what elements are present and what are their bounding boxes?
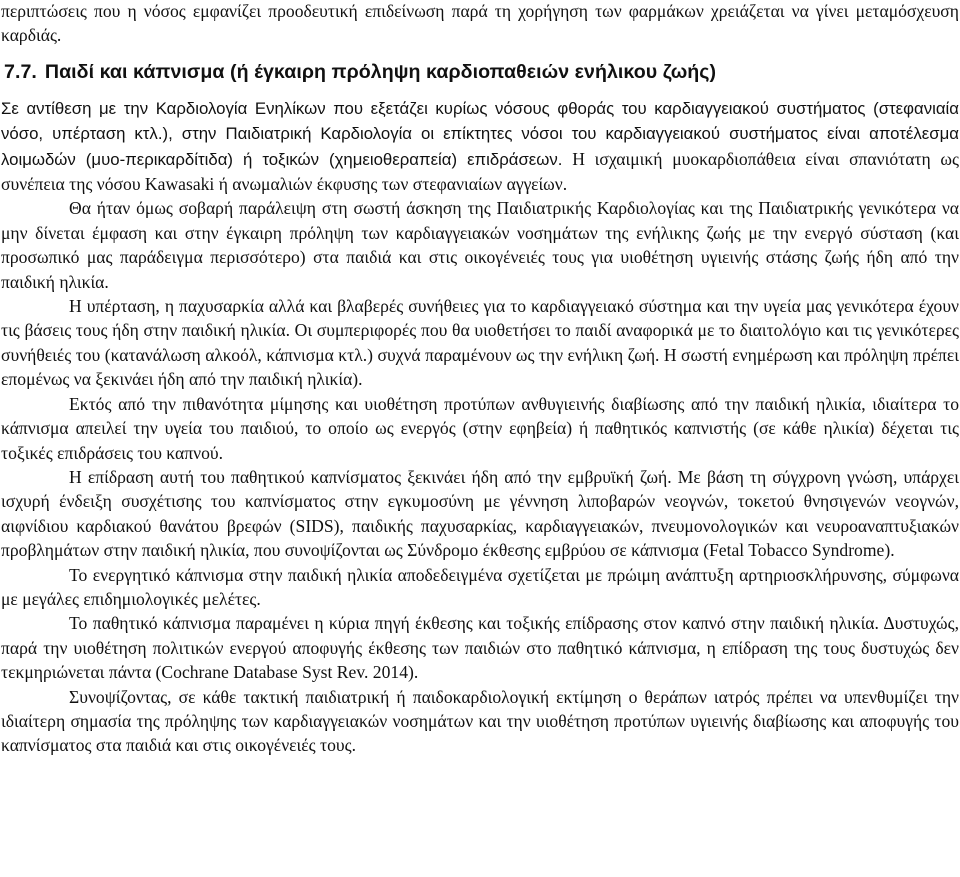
paragraph-3: Η υπέρταση, η παχυσαρκία αλλά και βλαβερές συνήθειες για το καρδιαγγειακό σύστημα και την υγεία μας γενικότερα έχουν τις βάσεις τους ήδη στην παιδική ηλικία. Οι συμπεριφορές που θα υιοθετήσει το παιδί αναφορικά με το διαιτολόγιο και τις γενικότερες συνήθειές του (κατανάλωση αλκοόλ, κάπνισμα κτλ.) συχνά παραμένουν ως την ενήλικη ζωή. Η σωστή ενημέρωση και πρόληψη πρέπει επομένως να ξεκινάει ήδη από την παιδική ηλικία). [1,296,959,390]
paragraph-5: Η επίδραση αυτή του παθητικού καπνίσματος ξεκινάει ήδη από την εμβρυϊκή ζωή. Με βάση τη σύγχρονη γνώση, υπάρχει ισχυρή ένδειξη συσχέτισης του καπνίσματος στην εγκυμοσύνη με γέννηση λιποβαρών νεογνών, τοκετού θνησιγενών νεογνών, αιφνίδιου καρδιακού θανάτου βρεφών (SIDS), παιδικής παχυσαρκίας, καρδιαγγειακών, πνευμονολογικών και νευροαναπτυξιακών προβλημάτων στην παιδική ηλικία, που συνοψίζονται ως Σύνδρομο έκθεσης εμβρύου σε κάπνισμα (Fetal Tobacco Syndrome). [1,466,959,561]
paragraph-6: Το ενεργητικό κάπνισμα στην παιδική ηλικία αποδεδειγμένα σχετίζεται με πρώιμη ανάπτυξη αρτηριοσκλήρυνσης, σύμφωνα με μεγάλες επιδημιολογικές μελέτες. [1,564,959,609]
intro-paragraph: περιπτώσεις που η νόσος εμφανίζει προοδευτική επιδείνωση παρά τη χορήγηση των φαρμάκων χρειάζεται να γίνει μεταμόσχευση καρδιάς. [1,1,959,46]
paragraph-8: Συνοψίζοντας, σε κάθε τακτική παιδιατρική ή παιδοκαρδιολογική εκτίμηση ο θεράπων ιατρός πρέπει να υπενθυμίζει την ιδιαίτερη σημασία της πρόληψης των καρδιαγγειακών νοσημάτων και την υιοθέτηση προτύπων υγιεινής διαβίωσης και αποφυγής του καπνίσματος στα παιδιά και στις οικογένειές τους. [1,686,959,756]
paragraph-2: Θα ήταν όμως σοβαρή παράλειψη στη σωστή άσκηση της Παιδιατρικής Καρδιολογίας και της Παιδιατρικής γενικότερα να μην δίνεται έμφαση και στην έγκαιρη πρόληψη των καρδιαγγειακών νοσημάτων της ενήλικης ζωής με την ενεργό σύσταση (και προσωπικό μας παράδειγμα περισσότερο) στα παιδιά και στις οικογένειές τους για υιοθέτηση υγιεινής στάσης ζωής ήδη από την παιδική ηλικία. [1,198,959,292]
paragraph-1-serif-text: Η ισχαιμική μυοκαρδιοπάθεια είναι σπανιότατη ως συνέπεια της νόσου Kawasaki ή ανωμαλιών έκφυσης των στεφανιαίων αγγείων. [1,148,959,195]
section-number: 7.7. [4,60,37,83]
paragraph-4: Εκτός από την πιθανότητα μίμησης και υιοθέτηση προτύπων ανθυγιεινής διαβίωσης από την παιδική ηλικία, ιδιαίτερα το κάπνισμα απειλεί την υγεία του παιδιού, το οποίο ως ενεργός (στην εφηβεία) ή παθητικός καπνιστής (σε κάθε ηλικία) δέχεται τις τοξικές επιδράσεις του καπνού. [1,393,959,463]
paragraph-7: Το παθητικό κάπνισμα παραμένει η κύρια πηγή έκθεσης και τοξικής επίδρασης στον καπνό στην παιδική ηλικία. Δυστυχώς, παρά την υιοθέτηση πολιτικών ενεργού αποφυγής έκθεσης των παιδιών στο παθητικό κάπνισμα, η επίδραση της τους δυστυχώς δεν τεκμηριώνεται πάντα (Cochrane Database Syst Rev. 2014). [1,613,959,683]
document-page [1,0,959,758]
section-title: Παιδί και κάπνισμα (ή έγκαιρη πρόληψη καρδιοπαθειών ενήλικου ζωής) [44,60,717,83]
section-heading [4,59,959,85]
paragraph-1-sans-text: Σε αντίθεση με την Καρδιολογία Ενηλίκων που εξετάζει κυρίως νόσους φθοράς του καρδιαγγειακού συστήματος (στεφανιαία νόσο, υπέρταση κτλ.), στην Παιδιατρική Καρδιολογία οι επίκτητες νόσοι του καρδιαγγειακού συστήματος είναι αποτέλεσμα λοιμωδών (μυο-περικαρδίτιδα) ή τοξικών (χημειοθεραπεία) επιδράσεων. [1,98,959,169]
paragraph-1 [1,96,959,197]
